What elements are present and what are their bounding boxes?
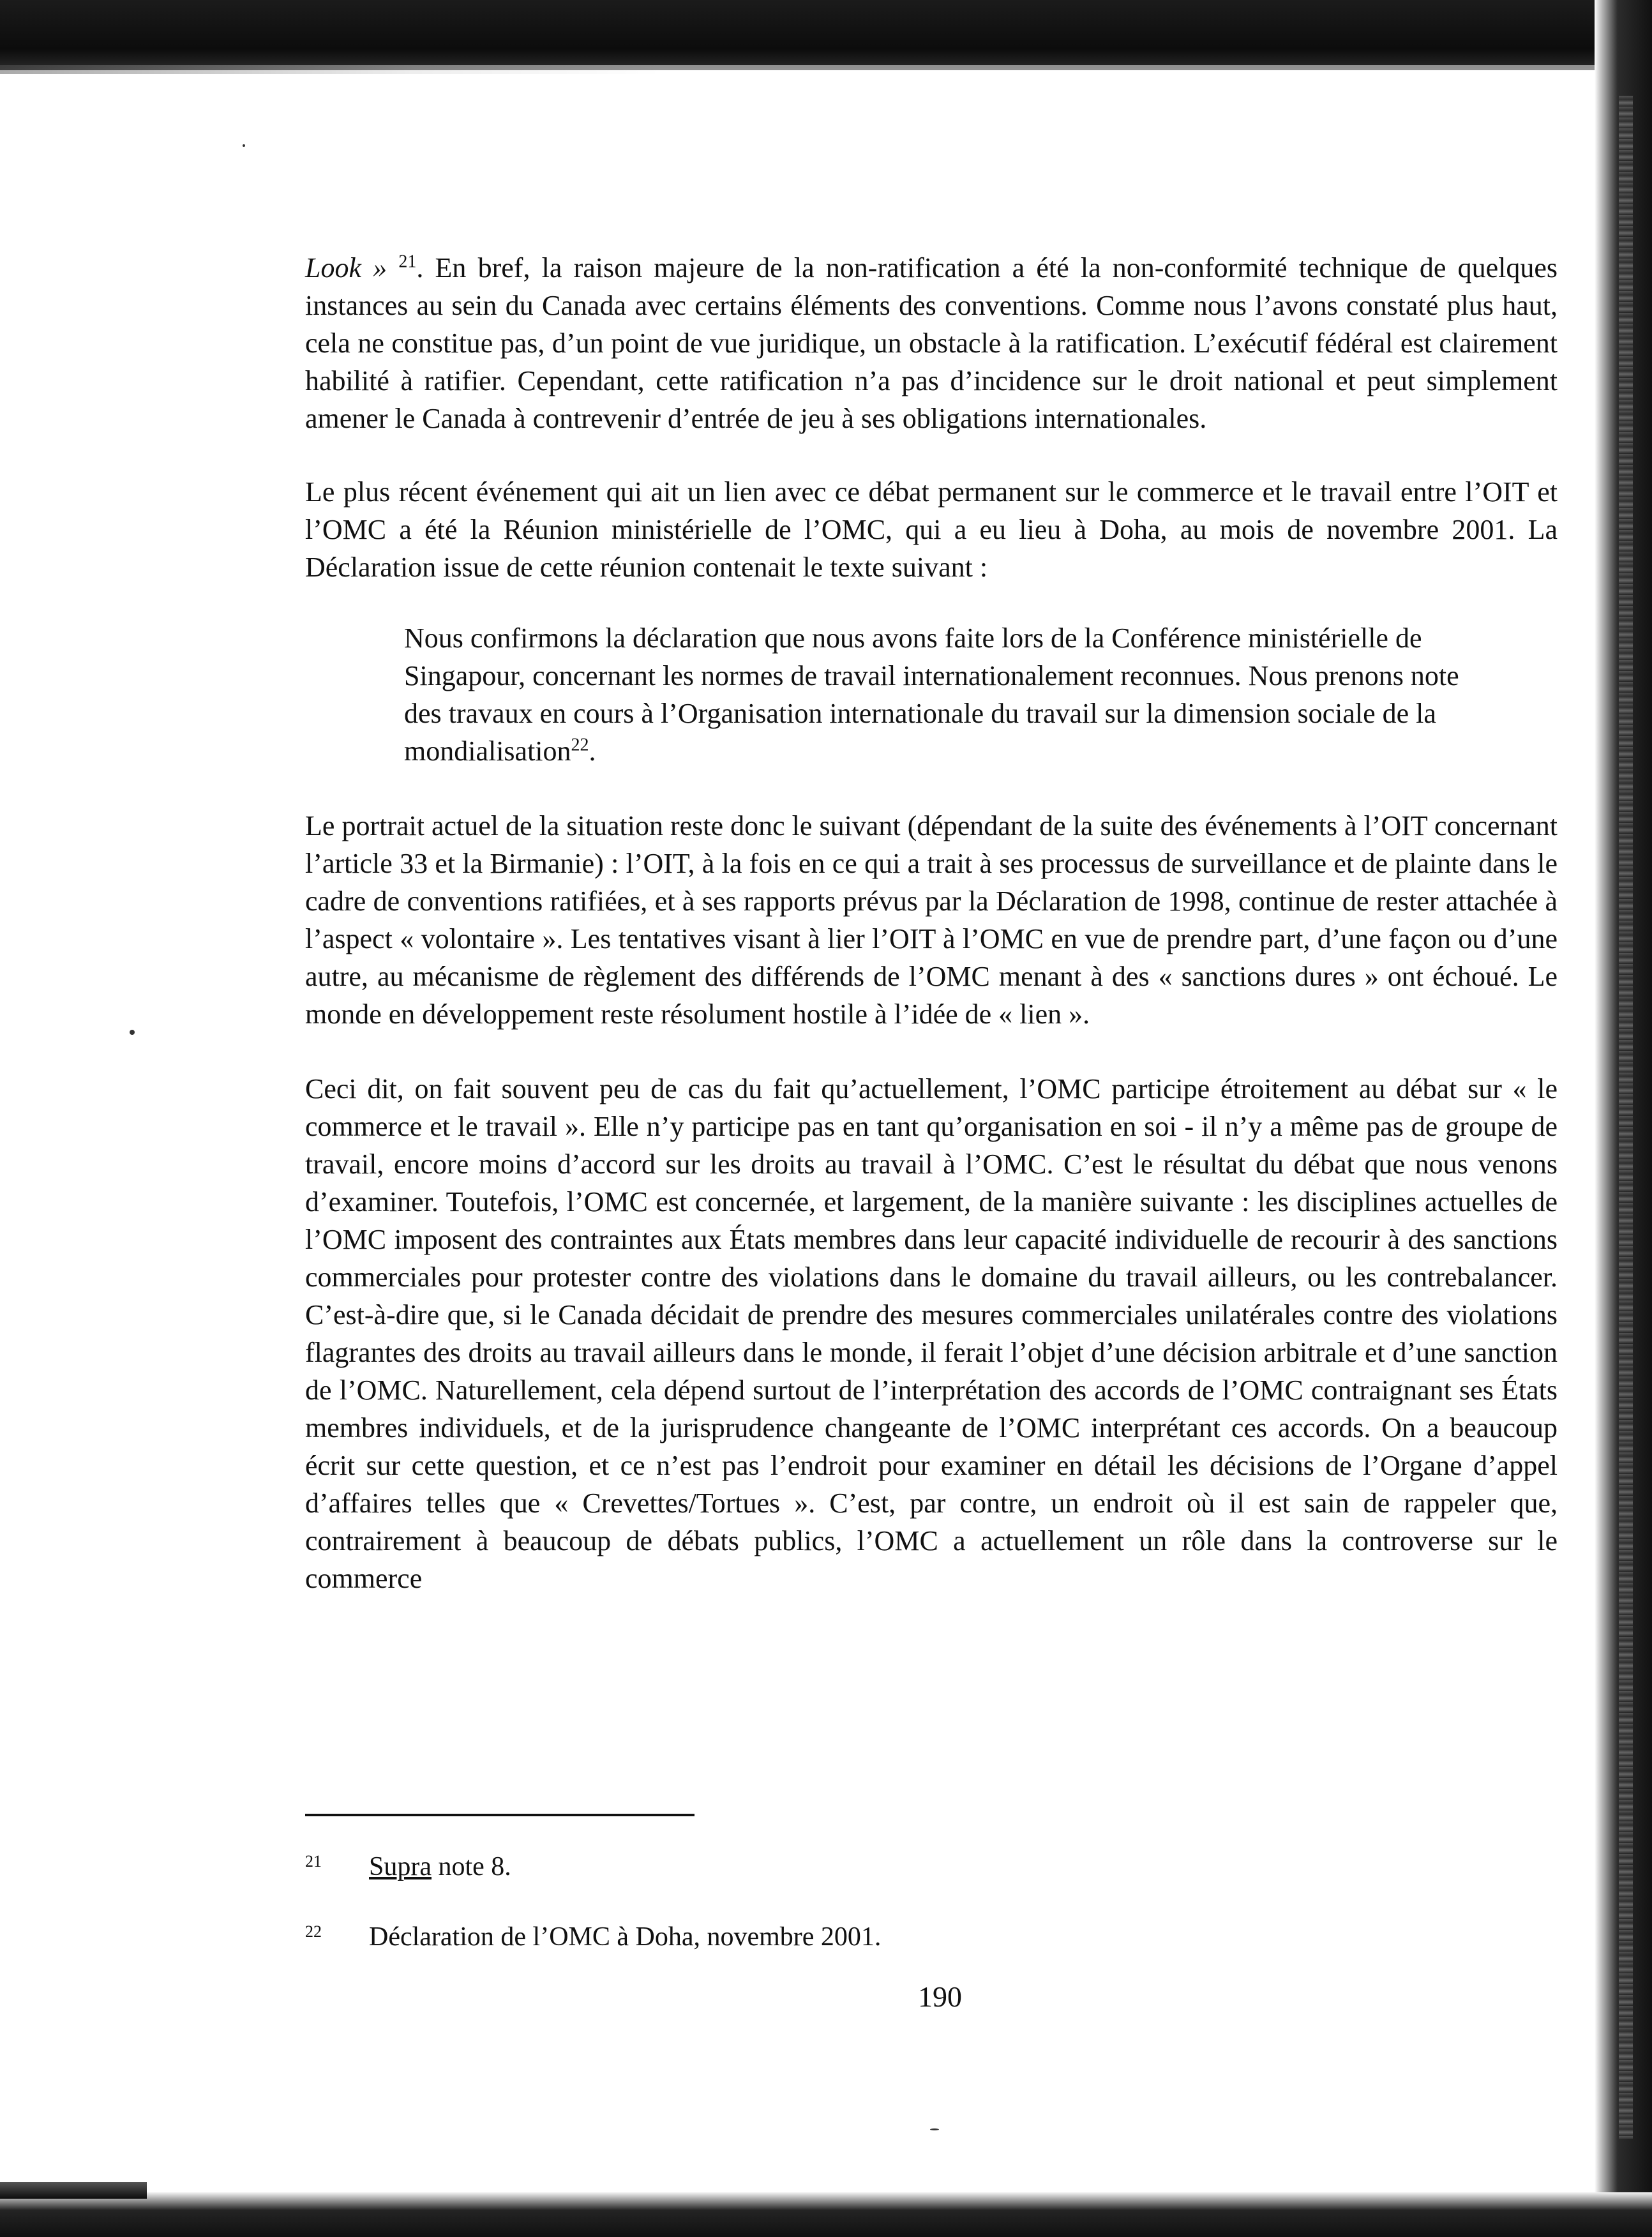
footnote-text bbox=[369, 1851, 511, 1883]
footnote-rest: note 8. bbox=[432, 1852, 511, 1881]
scan-speck bbox=[130, 1030, 135, 1035]
footnote-number: 21 bbox=[305, 1852, 322, 1871]
footnote-ref-22[interactable]: 22 bbox=[571, 735, 589, 755]
scan-speck bbox=[930, 2128, 939, 2130]
quote-text: Nous confirmons la déclaration que nous avons faite lors de la Conférence ministérielle de Singapour, concernant les normes de travail internationalement reconnues. Nous prenons note des travaux en cours à l’Organisation internationale du travail sur la dimension sociale de la mondialisation bbox=[404, 622, 1459, 767]
paragraph-2: Le plus récent événement qui ait un lien avec ce débat permanent sur le commerce et le travail entre l’OIT et l’OMC a été la Réunion ministérielle de l’OMC, qui a eu lieu à Doha, au mois de novembre 2001. La Déclaration issue de cette réunion contenait le texte suivant : bbox=[305, 476, 1558, 583]
scan-right-grain bbox=[1619, 96, 1633, 2139]
footnote-separator bbox=[305, 1814, 695, 1816]
footnote-number: 22 bbox=[305, 1922, 322, 1941]
footnote-ref-21[interactable]: 21 bbox=[398, 252, 417, 272]
footnote-text: Déclaration de l’OMC à Doha, novembre 2001. bbox=[369, 1922, 882, 1952]
page-body bbox=[305, 249, 1558, 1597]
paragraph-4: Ceci dit, on fait souvent peu de cas du fait qu’actuellement, l’OMC participe étroitement au débat sur « le commerce et le travail ». Elle n’y participe pas en tant qu’organisation en soi - il n’y a même pas de groupe de travail, encore moins d’accord sur les droits au travail à l’OMC. C’est le résultat du débat que nous venons d’examiner. Toutefois, l’OMC est concernée, et largement, de la manière suivante : les disciplines actuelles de l’OMC imposent des contraintes aux États membres dans leur capacité individuelle de recourir à des sanctions commerciales pour protester contre des violations dans le domaine du travail ailleurs, ou les contrebalancer. C’est-à-dire que, si le Canada décidait de prendre des mesures commerciales unilatérales contre des violations flagrantes des droits au travail ailleurs dans le monde, il ferait l’objet d’une décision arbitrale et d’une sanction de l’OMC. Naturellement, cela dépend surtout de l’interprétation des accords de l’OMC contraignant ses États membres individuels, et de la jurisprudence changeante de l’OMC interprétant ces accords. On a beaucoup écrit sur cette question, et ce n’est pas l’endroit pour examiner en détail les décisions de l’Organe d’appel d’affaires telles que « Crevettes/Tortues ». C’est, par contre, un endroit où il est sain de rappeler que, contrairement à beaucoup de débats publics, l’OMC a actuellement un rôle dans la controverse sur le commerce bbox=[305, 1073, 1558, 1594]
block-quote bbox=[404, 619, 1489, 770]
quote-tail: . bbox=[589, 735, 596, 767]
scan-bottom-left-shadow bbox=[0, 2182, 147, 2199]
scan-speck bbox=[243, 144, 245, 147]
paragraph-text: . En bref, la raison majeure de la non-ratification a été la non-conformité technique de quelques instances au sein du Canada avec certains éléments des conventions. Comme nous l’avons constaté plus haut, cela ne constitue pas, d’un point de vue juridique, un obstacle à la ratification. L’exécutif fédéral est clairement habilité à ratifier. Cependant, cette ratification n’a pas d’incidence sur le droit national et peut simplement amener le Canada à contrevenir d’entrée de jeu à ses obligations internationales. bbox=[305, 252, 1558, 434]
footnote-underlined: Supra bbox=[369, 1852, 432, 1881]
paragraph-1 bbox=[305, 249, 1558, 437]
italic-lead: Look » bbox=[305, 252, 387, 283]
scan-bottom-border bbox=[0, 2192, 1652, 2237]
page-number: 190 bbox=[918, 1980, 962, 2013]
scan-top-border bbox=[0, 0, 1652, 70]
paragraph-3: Le portrait actuel de la situation reste donc le suivant (dépendant de la suite des événements à l’OIT concernant l’article 33 et la Birmanie) : l’OIT, à la fois en ce qui a trait à ses processus de surveillance et de plainte dans le cadre de conventions ratifiées, et à ses rapports prévus par la Déclaration de 1998, continue de rester attachée à l’aspect « volontaire ». Les tentatives visant à lier l’OIT à l’OMC en vue de prendre part, d’une façon ou d’une autre, au mécanisme de règlement des différends de l’OMC menant à des « sanctions dures » ont échoué. Le monde en développement reste résolument hostile à l’idée de « lien ». bbox=[305, 810, 1558, 1030]
